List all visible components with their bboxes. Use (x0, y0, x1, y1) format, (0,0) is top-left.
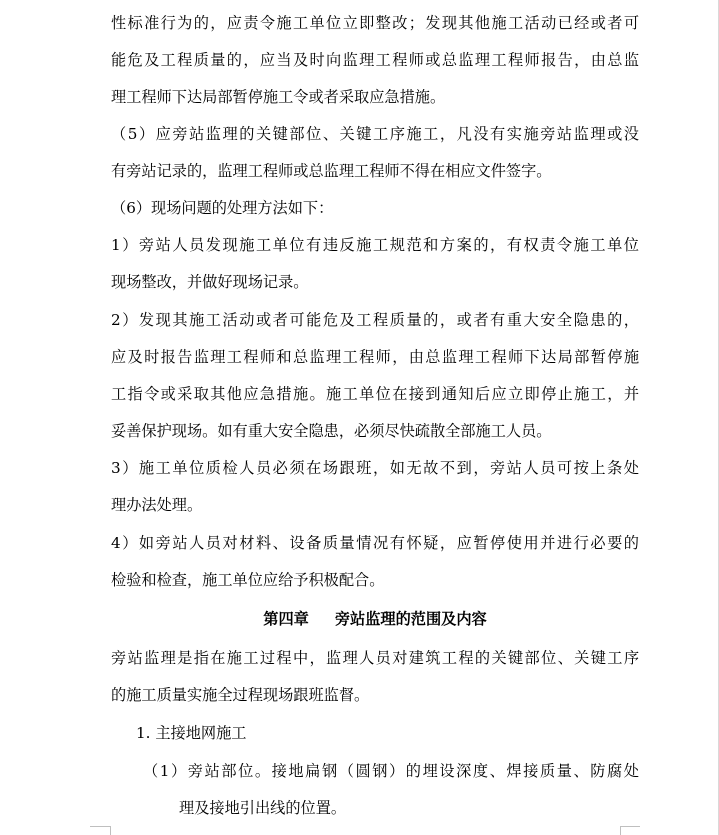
crop-mark (110, 826, 111, 835)
text-line: 工指令或采取其他应急措施。施工单位在接到通知后应立即停止施工，并 (111, 385, 639, 403)
crop-mark (620, 826, 621, 835)
chapter-number: 第四章 (263, 610, 309, 628)
section-heading: 1. 主接地网施工 (136, 724, 247, 742)
text-line: 的施工质量实施全过程现场跟班监督。 (111, 686, 370, 704)
text-line: 旁站监理是指在施工过程中，监理人员对建筑工程的关键部位、关键工序 (111, 649, 639, 667)
text-line: 理工程师下达局部暂停施工令或者采取应急措施。 (111, 88, 446, 106)
text-line: 理办法处理。 (111, 496, 203, 514)
text-line: 能危及工程质量的，应当及时向监理工程师或总监理工程师报告，由总监 (111, 51, 639, 69)
text-line: 妥善保护现场。如有重大安全隐患，必须尽快疏散全部施工人员。 (111, 422, 552, 440)
text-line: 检验和检查，施工单位应给予积极配合。 (111, 571, 385, 589)
chapter-heading (111, 609, 639, 629)
chapter-title: 旁站监理的范围及内容 (334, 610, 487, 628)
text-line: 性标准行为的，应责令施工单位立即整改；发现其他施工活动已经或者可 (111, 14, 639, 32)
crop-mark (90, 826, 110, 827)
crop-mark (620, 826, 640, 827)
list-item-first-line: （1）旁站部位。接地扁钢（圆钢）的埋设深度、焊接质量、防腐处 (143, 762, 639, 780)
text-line: 1）旁站人员发现施工单位有违反施工规范和方案的，有权责令施工单位 (111, 236, 639, 254)
text-line: 3）施工单位质检人员必须在场跟班，如无故不到，旁站人员可按上条处 (111, 459, 639, 477)
text-line: 2）发现其施工活动或者可能危及工程质量的，或者有重大安全隐患的， (111, 311, 639, 329)
text-line: 现场整改，并做好现场记录。 (111, 273, 309, 291)
text-line: 有旁站记录的，监理工程师或总监理工程师不得在相应文件签字。 (111, 162, 552, 180)
list-item-second-line: 理及接地引出线的位置。 (179, 799, 347, 817)
text-line: 应及时报告监理工程师和总监理工程师，由总监理工程师下达局部暂停施 (111, 348, 639, 366)
text-line: （5）应旁站监理的关键部位、关键工序施工，凡没有实施旁站监理或没 (111, 125, 639, 143)
text-line: 4）如旁站人员对材料、设备质量情况有怀疑，应暂停使用并进行必要的 (111, 534, 639, 552)
text-line: （6）现场问题的处理方法如下： (111, 199, 334, 217)
